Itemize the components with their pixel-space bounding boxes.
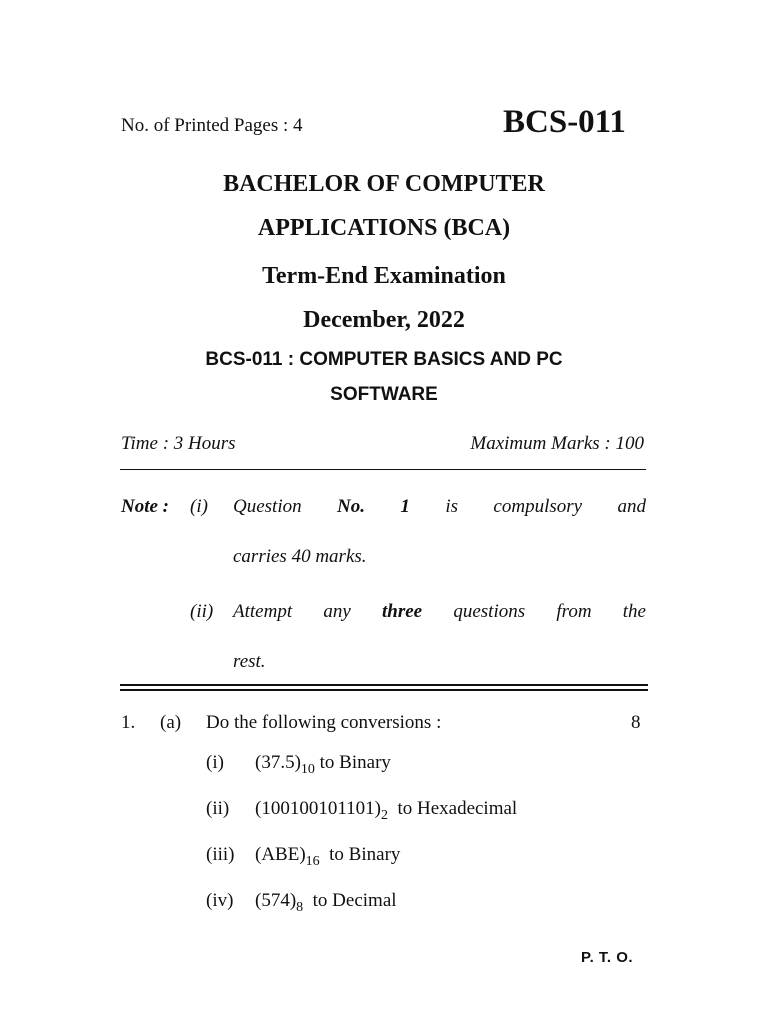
maximum-marks: Maximum Marks : 100 [470,433,644,454]
number-value: (37.5) [255,752,301,773]
note-item-text [233,496,646,518]
subpart-text [255,844,401,869]
subpart-number: (iv) [206,890,234,911]
printed-pages-count: No. of Printed Pages : 4 [121,115,303,136]
course-title-line2: SOFTWARE [330,384,438,405]
programme-title-line1: BACHELOR OF COMPUTER [223,171,545,197]
programme-title-line2: APPLICATIONS (BCA) [257,215,511,241]
note-emphasis: three [382,601,423,622]
subpart-number: (ii) [206,798,230,819]
number-base: 10 [300,762,315,777]
question-part-label: (a) [160,712,182,733]
number-base: 8 [296,900,304,915]
conversion-target: to Binary [329,844,401,865]
note-text-part: Attempt any [233,601,351,622]
note-item-number: (ii) [190,601,214,622]
subpart-number: (iii) [206,844,235,865]
note-text-part: is compulsory and [445,496,647,517]
question-text: Do the following conversions : [206,712,442,733]
subpart-text [255,890,397,915]
conversion-target: to Binary [319,752,391,773]
question-marks: 8 [631,712,641,733]
note-item-continuation: rest. [233,651,266,672]
exam-type: Term-End Examination [262,263,506,289]
note-item-continuation: carries 40 marks. [233,546,367,567]
question-number: 1. [121,712,136,733]
subpart-text [255,798,518,823]
paper-code: BCS-011 [503,104,626,140]
double-divider-line [120,684,648,691]
exam-date: December, 2022 [303,307,465,333]
note-item-number: (i) [190,496,208,517]
note-text-part: questions from the [453,601,646,622]
number-value: (ABE) [255,844,306,865]
subpart-text [255,752,391,777]
conversion-target: to Hexadecimal [397,798,518,819]
number-base: 2 [380,808,388,823]
divider-line [120,469,646,470]
time-allowed: Time : 3 Hours [121,433,236,454]
number-value: (574) [255,890,297,911]
number-value: (100100101101) [255,798,381,819]
note-emphasis: No. 1 [337,496,410,517]
note-label: Note : [121,496,170,517]
note-item-text [233,601,646,623]
conversion-target: to Decimal [312,890,397,911]
number-base: 16 [305,854,320,869]
please-turn-over: P. T. O. [581,949,634,966]
note-text-part: Question [233,496,302,517]
course-title-line1: BCS-011 : COMPUTER BASICS AND PC [205,349,563,370]
subpart-number: (i) [206,752,224,773]
